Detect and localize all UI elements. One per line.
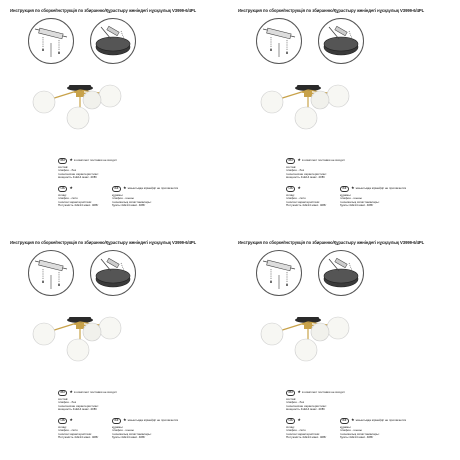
ua-note [286, 418, 302, 424]
spec-line: Қуаты 4xE14 макс. 40Вт [340, 203, 374, 208]
globe-shade [99, 317, 121, 339]
globe-shade [83, 91, 101, 109]
spec-line: Потужність 4xE14 макс. 40Вт [58, 435, 99, 440]
spec-line: техникалық сипаттамалары: [340, 431, 380, 436]
kz-spec-block [112, 194, 151, 208]
globe-shade [295, 107, 317, 129]
ru-badge: RU [58, 158, 67, 164]
spec-line: склад: [286, 193, 295, 197]
ua-badge: UA [286, 418, 295, 424]
globe-shade [311, 323, 329, 341]
ua-spec-block [58, 194, 99, 208]
spec-line: мощность 4xE14 макс. 40Вт [58, 175, 97, 180]
kz-badge: KZ [112, 418, 121, 424]
spec-line: мощность 4xE14 макс. 40Вт [286, 175, 325, 180]
bracket-detail-circle [28, 250, 74, 296]
spec-line: технічні характеристики: [58, 199, 93, 204]
ua-spec-block [286, 194, 327, 208]
canopy-detail-circle [90, 18, 136, 64]
ua-note [58, 418, 74, 424]
spec-line: Қуаты 4xE14 макс. 40Вт [112, 435, 146, 440]
spec-line: плафон - без [58, 400, 77, 405]
ru-spec-block [286, 398, 327, 412]
star-icon: ★ [297, 417, 301, 422]
spec-line: құрамы: [112, 193, 124, 197]
spec-line: техникалық сипаттамалары: [340, 199, 380, 204]
ru-note-text: в комплект поставки не входит [73, 390, 117, 394]
kz-badge: KZ [340, 186, 349, 192]
spec-line: плафон - без [58, 168, 77, 173]
spec-line: плафон - шыны [112, 196, 134, 201]
globe-shade [327, 317, 349, 339]
spec-line: технические характеристики: [58, 171, 99, 176]
spec-line: технические характеристики: [286, 171, 327, 176]
spec-line: состав: [58, 397, 69, 401]
globe-shade [327, 85, 349, 107]
spec-line: состав: [286, 397, 297, 401]
star-icon: ★ [69, 157, 73, 162]
globe-shade [261, 323, 283, 345]
kz-note-text: жиынтыққа кірмейді/ не прилагается [355, 418, 407, 422]
spec-line: құрамы: [340, 425, 352, 429]
star-icon: ★ [351, 185, 355, 190]
star-icon: ★ [69, 185, 73, 190]
globe-shade [67, 107, 89, 129]
spec-line: склад: [58, 425, 67, 429]
lamp-illustration [22, 296, 132, 366]
lamp-illustration [22, 64, 132, 134]
sheet-title: Инструкция по сборке/Інструкція по збиранню/Құрастыру жөніндегі нұсқаулық V3999-6/4PL [238, 8, 425, 13]
bracket-drawing [29, 251, 73, 295]
ru-note [58, 158, 117, 164]
canopy-drawing [91, 19, 135, 63]
sheet-title: Инструкция по сборке/Інструкція по збиранню/Құрастыру жөніндегі нұсқаулық V3999-6/4PL [10, 240, 197, 245]
kz-spec-block [340, 194, 379, 208]
spec-line: плафон - без [286, 168, 305, 173]
spec-line: плафон - скло [58, 196, 78, 201]
spec-line: мощность 4xE14 макс. 40Вт [286, 407, 325, 412]
star-icon: ★ [123, 417, 127, 422]
kz-badge: KZ [340, 418, 349, 424]
sheet-title: Инструкция по сборке/Інструкція по збиранню/Құрастыру жөніндегі нұсқаулық V3999-6/4PL [238, 240, 425, 245]
globe-shade [295, 339, 317, 361]
bracket-drawing [257, 251, 301, 295]
spec-line: плафон - шыны [340, 428, 362, 433]
instruction-sheet [238, 8, 438, 228]
spec-line: құрамы: [112, 425, 124, 429]
spec-line: плафон - скло [58, 428, 78, 433]
bracket-detail-circle [28, 18, 74, 64]
spec-line: техникалық сипаттамалары: [112, 431, 152, 436]
ru-badge: RU [286, 390, 295, 396]
spec-line: техникалық сипаттамалары: [112, 199, 152, 204]
kz-spec-block [112, 426, 151, 440]
ru-badge: RU [286, 158, 295, 164]
sheet-title: Инструкция по сборке/Інструкція по збиранню/Құрастыру жөніндегі нұсқаулық V3999-6/4PL [10, 8, 197, 13]
ru-note [58, 390, 117, 396]
globe-shade [261, 91, 283, 113]
canopy-detail-circle [318, 18, 364, 64]
spec-line: плафон - скло [286, 196, 306, 201]
ua-badge: UA [286, 186, 295, 192]
ru-spec-block [286, 166, 327, 180]
spec-line: технічні характеристики: [58, 431, 93, 436]
spec-line: технические характеристики: [58, 403, 99, 408]
ua-note [286, 186, 302, 192]
star-icon: ★ [123, 185, 127, 190]
star-icon: ★ [69, 417, 73, 422]
instruction-sheet [238, 240, 438, 460]
ru-badge: RU [58, 390, 67, 396]
star-icon: ★ [297, 389, 301, 394]
bracket-detail-circle [256, 250, 302, 296]
kz-note [112, 186, 178, 192]
ru-note-text: в комплект поставки не входит [73, 158, 117, 162]
spec-line: технічні характеристики: [286, 199, 321, 204]
globe-shade [33, 323, 55, 345]
spec-line: құрамы: [340, 193, 352, 197]
spec-line: состав: [286, 165, 297, 169]
ru-note-text: в комплект поставки не входит [301, 158, 345, 162]
spec-line: плафон - без [286, 400, 305, 405]
spec-line: склад: [286, 425, 295, 429]
star-icon: ★ [297, 185, 301, 190]
kz-note-text: жиынтыққа кірмейді/ не прилагается [355, 186, 407, 190]
globe-shade [311, 91, 329, 109]
canopy-drawing [319, 251, 363, 295]
canopy-drawing [91, 251, 135, 295]
spec-line: Қуаты 4xE14 макс. 40Вт [112, 203, 146, 208]
star-icon: ★ [351, 417, 355, 422]
globe-shade [33, 91, 55, 113]
ua-spec-block [286, 426, 327, 440]
kz-note [112, 418, 178, 424]
ua-badge: UA [58, 418, 67, 424]
bracket-drawing [257, 19, 301, 63]
ru-note [286, 390, 345, 396]
spec-line: состав: [58, 165, 69, 169]
spec-line: плафон - шыны [112, 428, 134, 433]
lamp-illustration [250, 296, 360, 366]
spec-line: Потужність 4xE14 макс. 40Вт [286, 203, 327, 208]
kz-note-text: жиынтыққа кірмейді/ не прилагается [127, 418, 179, 422]
instruction-sheet [10, 240, 210, 460]
spec-line: Потужність 4xE14 макс. 40Вт [58, 203, 99, 208]
ua-spec-block [58, 426, 99, 440]
spec-line: Қуаты 4xE14 макс. 40Вт [340, 435, 374, 440]
spec-line: технические характеристики: [286, 403, 327, 408]
spec-line: Потужність 4xE14 макс. 40Вт [286, 435, 327, 440]
kz-note-text: жиынтыққа кірмейді/ не прилагается [127, 186, 179, 190]
canopy-drawing [319, 19, 363, 63]
spec-line: технічні характеристики: [286, 431, 321, 436]
ua-badge: UA [58, 186, 67, 192]
kz-note [340, 186, 406, 192]
globe-shade [67, 339, 89, 361]
bracket-detail-circle [256, 18, 302, 64]
star-icon: ★ [297, 157, 301, 162]
ru-note [286, 158, 345, 164]
spec-line: мощность 4xE14 макс. 40Вт [58, 407, 97, 412]
spec-line: плафон - скло [286, 428, 306, 433]
canopy-detail-circle [90, 250, 136, 296]
lamp-illustration [250, 64, 360, 134]
canopy-detail-circle [318, 250, 364, 296]
kz-spec-block [340, 426, 379, 440]
spec-line: склад: [58, 193, 67, 197]
ru-spec-block [58, 398, 99, 412]
ru-note-text: в комплект поставки не входит [301, 390, 345, 394]
ua-note [58, 186, 74, 192]
spec-line: плафон - шыны [340, 196, 362, 201]
kz-badge: KZ [112, 186, 121, 192]
bracket-drawing [29, 19, 73, 63]
ru-spec-block [58, 166, 99, 180]
globe-shade [83, 323, 101, 341]
instruction-sheet [10, 8, 210, 228]
globe-shade [99, 85, 121, 107]
kz-note [340, 418, 406, 424]
star-icon: ★ [69, 389, 73, 394]
